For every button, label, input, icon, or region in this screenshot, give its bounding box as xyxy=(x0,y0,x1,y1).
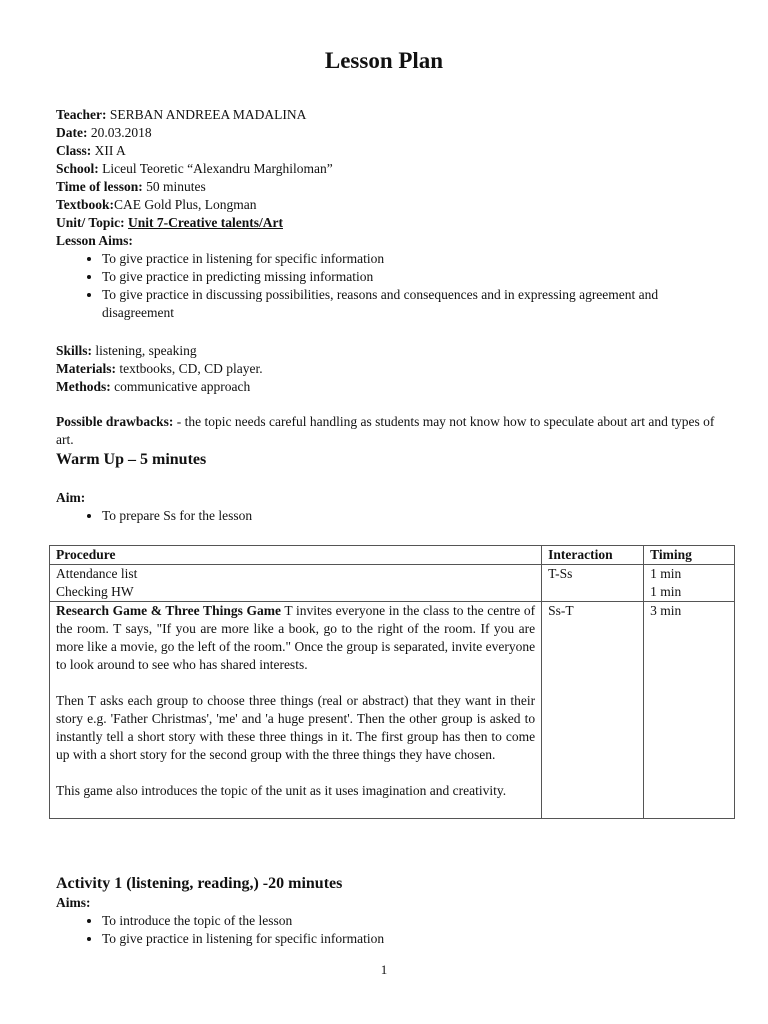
teacher-value: SERBAN ANDREEA MADALINA xyxy=(109,107,307,122)
class-value: XII A xyxy=(94,143,126,158)
unit-row: Unit/ Topic: Unit 7-Creative talents/Art xyxy=(56,215,283,230)
table-row: Research Game & Three Things Game T invites everyone in the class to the centre of the room. T says, "If you are more like a book, go to the right of the room. If you are more like a movie, go the left of the room." Once the group is separated, invite everyone to look around to see who has shared interests. Then T asks each group to choose three things (real or abstract) that they want in their story e.g. 'Father Christmas', 'me' and 'a huge present'. Then the other group is asked to instantly tell a short story with these three things in it. The first group has then to come up with a short story for the second group with the three things they have chosen. This game also introduces the topic of the unit as it uses imagination and creativity. Ss-T 3 min xyxy=(50,602,735,819)
materials-row: Materials: textbooks, CD, CD player. xyxy=(56,361,263,376)
column-header: Timing xyxy=(644,546,735,565)
warmup-heading: Warm Up – 5 minutes xyxy=(56,451,207,468)
procedure-step: Checking HW xyxy=(56,584,134,599)
lesson-aims-list xyxy=(56,250,716,322)
class-row: Class: XII A xyxy=(56,143,126,158)
time-value: 50 minutes xyxy=(146,179,206,194)
lesson-meta xyxy=(56,106,716,322)
procedure-step: Attendance list xyxy=(56,566,138,581)
game-title: Research Game & Three Things Game xyxy=(56,603,281,618)
activity1-heading: Activity 1 (listening, reading,) -20 minutes xyxy=(56,875,343,892)
page-title: Lesson Plan xyxy=(324,48,444,73)
column-header: Procedure xyxy=(50,546,542,565)
textbook-row: Textbook:CAE Gold Plus, Longman xyxy=(56,197,257,212)
school-value: Liceul Teoretic “Alexandru Marghiloman” xyxy=(102,161,333,176)
procedure-paragraph: Then T asks each group to choose three things (real or abstract) that they want in their story e.g. 'Father Christmas', 'me' and 'a huge present'. Then the other group is asked to instantly tell a short story with these three things in it. The first group has then to come up with a short story for the second group with the three things they have chosen. xyxy=(56,693,536,762)
lesson-details xyxy=(56,342,716,396)
skills-row: Skills: listening, speaking xyxy=(56,343,197,358)
timing-cell: 3 min xyxy=(644,602,735,819)
warmup-aims-list xyxy=(56,507,716,525)
activity1-aims: Aims: • To introduce the topic of the lesson • To give practice in listening for specific information xyxy=(56,894,716,948)
methods-row: Methods: communicative approach xyxy=(56,379,251,394)
timing-value: 1 min xyxy=(650,566,682,581)
table-header-row xyxy=(50,546,735,565)
page-number: 1 xyxy=(380,962,388,977)
list-item: • To prepare Ss for the lesson xyxy=(102,507,716,525)
list-item: • To give practice in discussing possibilities, reasons and consequences and in expressing agreement and disagreement xyxy=(102,286,716,322)
interaction-cell: T-Ss xyxy=(542,565,644,602)
timing-value: 1 min xyxy=(650,584,682,599)
aims-label-row: Lesson Aims: xyxy=(56,233,133,248)
list-item: • To introduce the topic of the lesson xyxy=(102,912,716,930)
list-item: • To give practice in listening for specific information xyxy=(102,250,716,268)
list-item: • To give practice in listening for specific information xyxy=(102,930,716,948)
teacher-row: Teacher: SERBAN ANDREEA MADALINA xyxy=(56,107,307,122)
school-row: School: Liceul Teoretic “Alexandru Marghiloman” xyxy=(56,161,333,176)
unit-value: Unit 7-Creative talents/Art xyxy=(128,215,283,230)
textbook-value: CAE Gold Plus, Longman xyxy=(114,197,257,212)
procedure-table xyxy=(49,545,735,819)
warmup-aims: Aim: • To prepare Ss for the lesson xyxy=(56,489,716,525)
list-item: • To give practice in predicting missing information xyxy=(102,268,716,286)
interaction-cell: Ss-T xyxy=(542,602,644,819)
date-row: Date: 20.03.2018 xyxy=(56,125,152,140)
drawbacks-row: Possible drawbacks: - the topic needs careful handling as students may not know how to speculate about art and types of art. xyxy=(56,414,715,447)
table-row xyxy=(50,565,735,602)
procedure-paragraph: This game also introduces the topic of the unit as it uses imagination and creativity. xyxy=(56,783,507,798)
column-header: Interaction xyxy=(542,546,644,565)
time-row: Time of lesson: 50 minutes xyxy=(56,179,206,194)
date-value: 20.03.2018 xyxy=(90,125,152,140)
activity1-aims-list xyxy=(56,912,716,948)
